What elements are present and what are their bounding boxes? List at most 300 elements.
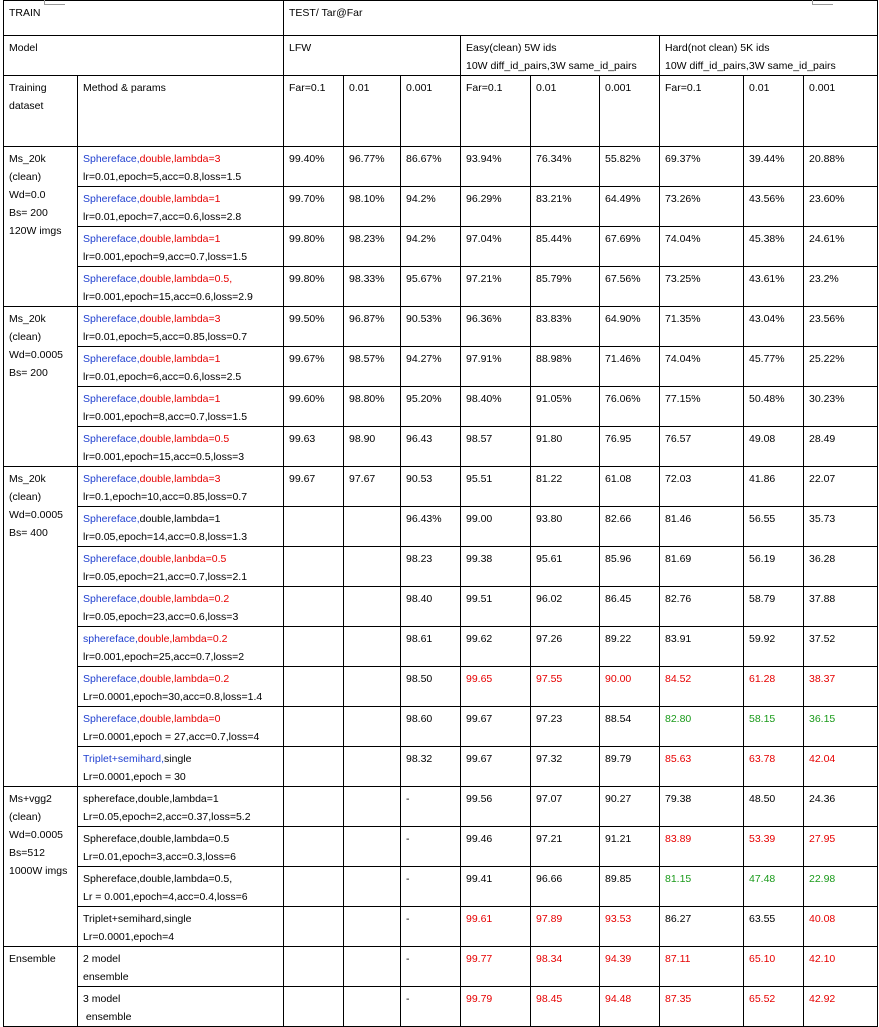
value-cell: 98.50: [401, 667, 461, 707]
hard-header-line2: 10W diff_id_pairs,3W same_id_pairs: [665, 60, 836, 72]
value-cell: 69.37%: [660, 147, 744, 187]
table-row: [4, 147, 878, 187]
value-cell: 95.61: [531, 547, 600, 587]
value-cell: 74.04%: [660, 227, 744, 267]
value-cell: 98.10%: [344, 187, 401, 227]
method-cell: [78, 787, 284, 827]
easy-header-line1: Easy(clean) 5W ids: [466, 42, 557, 54]
value-cell: 85.44%: [531, 227, 600, 267]
value-cell: 99.56: [461, 787, 531, 827]
method-name: [83, 510, 279, 528]
table-row: [4, 347, 878, 387]
value-cell: 99.80%: [284, 267, 344, 307]
value-cell: 63.55: [744, 907, 804, 947]
value-cell: 91.21: [600, 827, 660, 867]
method-segment: Sphereface,: [83, 273, 140, 285]
table-row: [4, 867, 878, 907]
method-params: lr=0.05,epoch=23,acc=0.6,loss=3: [83, 611, 239, 623]
value-cell: 24.61%: [804, 227, 878, 267]
method-cell: [78, 147, 284, 187]
method-cell: [78, 667, 284, 707]
value-cell: [284, 627, 344, 667]
value-cell: 99.60%: [284, 387, 344, 427]
value-cell: 96.29%: [461, 187, 531, 227]
far-header: 0.001: [600, 76, 660, 147]
value-cell: [344, 707, 401, 747]
value-cell: 97.55: [531, 667, 600, 707]
value-cell: 97.32: [531, 747, 600, 787]
method-params: lr=0.1,epoch=10,acc=0.85,loss=0.7: [83, 491, 248, 503]
value-cell: 97.21%: [461, 267, 531, 307]
value-cell: 83.91: [660, 627, 744, 667]
easy-header-line2: 10W diff_id_pairs,3W same_id_pairs: [466, 60, 637, 72]
value-cell: 87.11: [660, 947, 744, 987]
value-cell: -: [401, 827, 461, 867]
value-cell: 76.95: [600, 427, 660, 467]
value-cell: 99.65: [461, 667, 531, 707]
value-cell: [344, 827, 401, 867]
dataset-line: Bs= 200: [9, 367, 48, 379]
value-cell: 99.67: [461, 707, 531, 747]
method-segment: Sphereface,: [83, 393, 140, 405]
value-cell: 63.78: [744, 747, 804, 787]
value-cell: 96.43%: [401, 507, 461, 547]
value-cell: 98.23%: [344, 227, 401, 267]
value-cell: [284, 547, 344, 587]
dataset-line: Ms_20k: [9, 473, 46, 485]
value-cell: 73.26%: [660, 187, 744, 227]
method-params: Lr=0.0001,epoch=4: [83, 931, 175, 943]
method-segment: Sphereface,: [83, 513, 140, 525]
value-cell: 99.70%: [284, 187, 344, 227]
table-row: [4, 987, 878, 1027]
method-name: [83, 470, 279, 488]
value-cell: 85.79%: [531, 267, 600, 307]
value-cell: [344, 987, 401, 1027]
dataset-line: (clean): [9, 811, 42, 823]
method-segment: Sphereface,double,lambda=0.5,: [83, 873, 233, 885]
method-name: [83, 390, 279, 408]
method-cell: [78, 467, 284, 507]
method-cell: [78, 427, 284, 467]
value-cell: 89.79: [600, 747, 660, 787]
training-dataset-cell: [4, 467, 78, 787]
method-cell: [78, 907, 284, 947]
value-cell: 81.46: [660, 507, 744, 547]
method-name: [83, 430, 279, 448]
value-cell: -: [401, 987, 461, 1027]
value-cell: 86.27: [660, 907, 744, 947]
method-cell: [78, 707, 284, 747]
method-name: [83, 590, 279, 608]
value-cell: 81.22: [531, 467, 600, 507]
method-cell: [78, 347, 284, 387]
method-segment: Sphereface,: [83, 153, 140, 165]
value-cell: 42.92: [804, 987, 878, 1027]
value-cell: 99.46: [461, 827, 531, 867]
value-cell: 35.73: [804, 507, 878, 547]
value-cell: 94.2%: [401, 187, 461, 227]
method-name: [83, 870, 279, 888]
method-segment: double,lambda=0.5: [139, 433, 230, 445]
value-cell: 27.95: [804, 827, 878, 867]
method-cell: [78, 267, 284, 307]
method-params: lr=0.001,epoch=9,acc=0.7,loss=1.5: [83, 251, 248, 263]
training-dataset-cell: [4, 787, 78, 947]
method-params: Lr=0.0001,epoch=30,acc=0.8,loss=1.4: [83, 691, 263, 703]
dataset-line: 1000W imgs: [9, 865, 68, 877]
method-segment: Sphereface,: [83, 193, 140, 205]
far-header: 0.01: [744, 76, 804, 147]
value-cell: 47.48: [744, 867, 804, 907]
far-header: 0.01: [531, 76, 600, 147]
method-cell: [78, 187, 284, 227]
method-params: lr=0.01,epoch=6,acc=0.6,loss=2.5: [83, 371, 242, 383]
value-cell: -: [401, 787, 461, 827]
hard-header-line1: Hard(not clean) 5K ids: [665, 42, 770, 54]
far-header: Far=0.1: [660, 76, 744, 147]
dataset-line: Wd=0.0005: [9, 349, 63, 361]
table-row: [4, 827, 878, 867]
method-cell: [78, 747, 284, 787]
method-cell: [78, 547, 284, 587]
value-cell: 23.2%: [804, 267, 878, 307]
value-cell: 99.67: [284, 467, 344, 507]
method-name: [83, 910, 279, 928]
method-name: [83, 830, 279, 848]
value-cell: 76.57: [660, 427, 744, 467]
value-cell: 99.61: [461, 907, 531, 947]
table-row: [4, 627, 878, 667]
value-cell: 99.51: [461, 587, 531, 627]
training-dataset-header: [4, 76, 78, 147]
method-name: [83, 750, 279, 768]
table-row: [4, 747, 878, 787]
method-segment: double,lambda=1: [139, 193, 221, 205]
value-cell: 36.15: [804, 707, 878, 747]
method-params: lr=0.01,epoch=5,acc=0.8,loss=1.5: [83, 171, 242, 183]
method-segment: Sphereface,: [83, 713, 140, 725]
value-cell: 85.96: [600, 547, 660, 587]
value-cell: 23.56%: [804, 307, 878, 347]
value-cell: 82.66: [600, 507, 660, 547]
method-segment: double,lambda=3: [139, 473, 221, 485]
method-segment: Triplet+semihard,single: [83, 913, 192, 925]
value-cell: 91.05%: [531, 387, 600, 427]
method-segment: double,lambda=3: [139, 153, 221, 165]
value-cell: [284, 667, 344, 707]
value-cell: 98.57: [461, 427, 531, 467]
dataset-line: 120W imgs: [9, 225, 62, 237]
method-segment: double,lambda=0.2: [139, 593, 230, 605]
value-cell: 99.50%: [284, 307, 344, 347]
value-cell: [344, 627, 401, 667]
value-cell: 97.04%: [461, 227, 531, 267]
value-cell: 89.22: [600, 627, 660, 667]
value-cell: 95.20%: [401, 387, 461, 427]
method-name: [83, 950, 279, 968]
value-cell: 71.35%: [660, 307, 744, 347]
value-cell: 55.82%: [600, 147, 660, 187]
value-cell: 86.67%: [401, 147, 461, 187]
method-segment: Sphereface,: [83, 353, 140, 365]
value-cell: 77.15%: [660, 387, 744, 427]
method-segment: Sphereface,: [83, 233, 140, 245]
value-cell: 61.08: [600, 467, 660, 507]
table-row: [4, 307, 878, 347]
value-cell: 96.36%: [461, 307, 531, 347]
value-cell: 22.98: [804, 867, 878, 907]
dataset-line: Ms+vgg2: [9, 793, 52, 805]
method-segment: double,lambda=0.2: [137, 633, 228, 645]
value-cell: 98.90: [344, 427, 401, 467]
method-segment: Sphereface,: [83, 433, 140, 445]
value-cell: 98.45: [531, 987, 600, 1027]
method-params: lr=0.01,epoch=5,acc=0.85,loss=0.7: [83, 331, 248, 343]
table-row: [4, 267, 878, 307]
value-cell: [284, 707, 344, 747]
method-cell: [78, 307, 284, 347]
value-cell: 74.04%: [660, 347, 744, 387]
value-cell: 53.39: [744, 827, 804, 867]
value-cell: 38.37: [804, 667, 878, 707]
value-cell: 98.57%: [344, 347, 401, 387]
method-segment: double,lambda=1: [139, 513, 221, 525]
value-cell: 83.89: [660, 827, 744, 867]
value-cell: 67.69%: [600, 227, 660, 267]
method-name: [83, 190, 279, 208]
value-cell: 37.52: [804, 627, 878, 667]
value-cell: 98.61: [401, 627, 461, 667]
value-cell: 37.88: [804, 587, 878, 627]
table-row: [4, 507, 878, 547]
value-cell: 99.00: [461, 507, 531, 547]
lfw-header: LFW: [284, 36, 461, 76]
value-cell: [284, 947, 344, 987]
value-cell: 42.10: [804, 947, 878, 987]
method-segment: Sphereface,: [83, 473, 140, 485]
training-dataset-line1: Training: [9, 82, 47, 94]
value-cell: 43.61%: [744, 267, 804, 307]
method-segment: double,lambda=1: [139, 233, 221, 245]
header-row-3: [4, 76, 878, 147]
value-cell: 97.91%: [461, 347, 531, 387]
far-header: Far=0.1: [284, 76, 344, 147]
method-name: [83, 670, 279, 688]
method-params: Lr=0.01,epoch=3,acc=0.3,loss=6: [83, 851, 236, 863]
value-cell: 98.40: [401, 587, 461, 627]
method-name: [83, 630, 279, 648]
value-cell: 50.48%: [744, 387, 804, 427]
value-cell: 59.92: [744, 627, 804, 667]
train-header: TRAIN: [4, 1, 284, 36]
value-cell: 42.04: [804, 747, 878, 787]
corner-mark-left: [44, 0, 65, 5]
method-params: lr=0.01,epoch=7,acc=0.6,loss=2.8: [83, 211, 242, 223]
results-table: [3, 0, 878, 1027]
dataset-line: Bs= 400: [9, 527, 48, 539]
value-cell: 90.53%: [401, 307, 461, 347]
table-row: [4, 187, 878, 227]
header-row-2: [4, 36, 878, 76]
value-cell: 99.67%: [284, 347, 344, 387]
value-cell: [284, 907, 344, 947]
table-row: [4, 907, 878, 947]
method-segment: sphereface,double,lambda=1: [83, 793, 219, 805]
method-cell: [78, 587, 284, 627]
value-cell: 99.67: [461, 747, 531, 787]
method-segment: Triplet+semihard,: [83, 753, 165, 765]
value-cell: [344, 547, 401, 587]
value-cell: 82.80: [660, 707, 744, 747]
value-cell: 99.40%: [284, 147, 344, 187]
value-cell: 88.98%: [531, 347, 600, 387]
value-cell: 94.27%: [401, 347, 461, 387]
value-cell: 72.03: [660, 467, 744, 507]
table-row: [4, 667, 878, 707]
table-row: [4, 227, 878, 267]
value-cell: 94.39: [600, 947, 660, 987]
model-header: Model: [4, 36, 284, 76]
value-cell: 97.26: [531, 627, 600, 667]
value-cell: [344, 947, 401, 987]
value-cell: 89.85: [600, 867, 660, 907]
value-cell: [344, 507, 401, 547]
value-cell: 96.02: [531, 587, 600, 627]
method-name: [83, 790, 279, 808]
test-header: TEST/ Tar@Far: [284, 1, 878, 36]
value-cell: 93.53: [600, 907, 660, 947]
value-cell: 36.28: [804, 547, 878, 587]
method-name: [83, 150, 279, 168]
value-cell: 56.19: [744, 547, 804, 587]
value-cell: [344, 587, 401, 627]
value-cell: 96.77%: [344, 147, 401, 187]
method-cell: [78, 987, 284, 1027]
value-cell: 87.35: [660, 987, 744, 1027]
value-cell: 67.56%: [600, 267, 660, 307]
value-cell: 99.41: [461, 867, 531, 907]
value-cell: 76.06%: [600, 387, 660, 427]
method-segment: double,lanbda=0.5: [139, 553, 227, 565]
dataset-line: Ms_20k: [9, 313, 46, 325]
method-cell: [78, 507, 284, 547]
value-cell: 86.45: [600, 587, 660, 627]
value-cell: 90.27: [600, 787, 660, 827]
method-params: ensemble: [83, 971, 129, 983]
value-cell: 64.49%: [600, 187, 660, 227]
method-segment: single: [164, 753, 192, 765]
training-dataset-line2: dataset: [9, 100, 44, 112]
value-cell: 94.48: [600, 987, 660, 1027]
value-cell: 98.23: [401, 547, 461, 587]
value-cell: 97.67: [344, 467, 401, 507]
value-cell: 88.54: [600, 707, 660, 747]
table-row: [4, 587, 878, 627]
value-cell: 28.49: [804, 427, 878, 467]
header-row-1: [4, 1, 878, 36]
method-segment: sphereface,: [83, 633, 138, 645]
value-cell: 99.62: [461, 627, 531, 667]
value-cell: -: [401, 947, 461, 987]
method-segment: Sphereface,: [83, 673, 140, 685]
training-dataset-cell: [4, 947, 78, 1027]
dataset-line: Bs= 200: [9, 207, 48, 219]
value-cell: 20.88%: [804, 147, 878, 187]
training-dataset-cell: [4, 147, 78, 307]
training-dataset-cell: [4, 307, 78, 467]
value-cell: 90.00: [600, 667, 660, 707]
value-cell: 43.04%: [744, 307, 804, 347]
value-cell: [284, 587, 344, 627]
value-cell: 24.36: [804, 787, 878, 827]
value-cell: 95.51: [461, 467, 531, 507]
table-row: [4, 947, 878, 987]
value-cell: 98.34: [531, 947, 600, 987]
hard-header: [660, 36, 878, 76]
value-cell: 25.22%: [804, 347, 878, 387]
value-cell: 99.79: [461, 987, 531, 1027]
value-cell: 93.94%: [461, 147, 531, 187]
value-cell: 83.83%: [531, 307, 600, 347]
method-params: lr=0.05,epoch=21,acc=0.7,loss=2.1: [83, 571, 248, 583]
method-segment: 3 model: [83, 993, 121, 1005]
method-name: [83, 550, 279, 568]
value-cell: 83.21%: [531, 187, 600, 227]
value-cell: 81.69: [660, 547, 744, 587]
value-cell: [284, 987, 344, 1027]
value-cell: 97.89: [531, 907, 600, 947]
value-cell: 40.08: [804, 907, 878, 947]
value-cell: 65.10: [744, 947, 804, 987]
easy-header: [461, 36, 660, 76]
value-cell: 97.21: [531, 827, 600, 867]
method-name: [83, 710, 279, 728]
value-cell: 82.76: [660, 587, 744, 627]
value-cell: 97.07: [531, 787, 600, 827]
method-name: [83, 270, 279, 288]
value-cell: 96.66: [531, 867, 600, 907]
value-cell: [344, 867, 401, 907]
table-row: [4, 427, 878, 467]
far-header: 0.001: [804, 76, 878, 147]
value-cell: 99.38: [461, 547, 531, 587]
method-cell: [78, 867, 284, 907]
value-cell: 58.79: [744, 587, 804, 627]
method-params: Lr=0.0001,epoch = 30: [83, 771, 186, 783]
far-header: 0.01: [344, 76, 401, 147]
value-cell: [284, 507, 344, 547]
method-segment: Sphereface,: [83, 593, 140, 605]
dataset-line: Ms_20k: [9, 153, 46, 165]
value-cell: 98.32: [401, 747, 461, 787]
value-cell: 64.90%: [600, 307, 660, 347]
method-segment: double,lambda=0: [139, 713, 221, 725]
value-cell: 43.56%: [744, 187, 804, 227]
method-params: Lr=0.05,epoch=2,acc=0.37,loss=5.2: [83, 811, 251, 823]
value-cell: 98.40%: [461, 387, 531, 427]
method-params: lr=0.001,epoch=25,acc=0.7,loss=2: [83, 651, 245, 663]
method-name: [83, 990, 279, 1008]
method-name: [83, 350, 279, 368]
method-segment: double,lambda=1: [139, 393, 221, 405]
value-cell: 93.80: [531, 507, 600, 547]
method-segment: Sphereface,double,lambda=0.5: [83, 833, 230, 845]
table-row: [4, 547, 878, 587]
table-row: [4, 787, 878, 827]
far-header: 0.001: [401, 76, 461, 147]
method-name: [83, 310, 279, 328]
